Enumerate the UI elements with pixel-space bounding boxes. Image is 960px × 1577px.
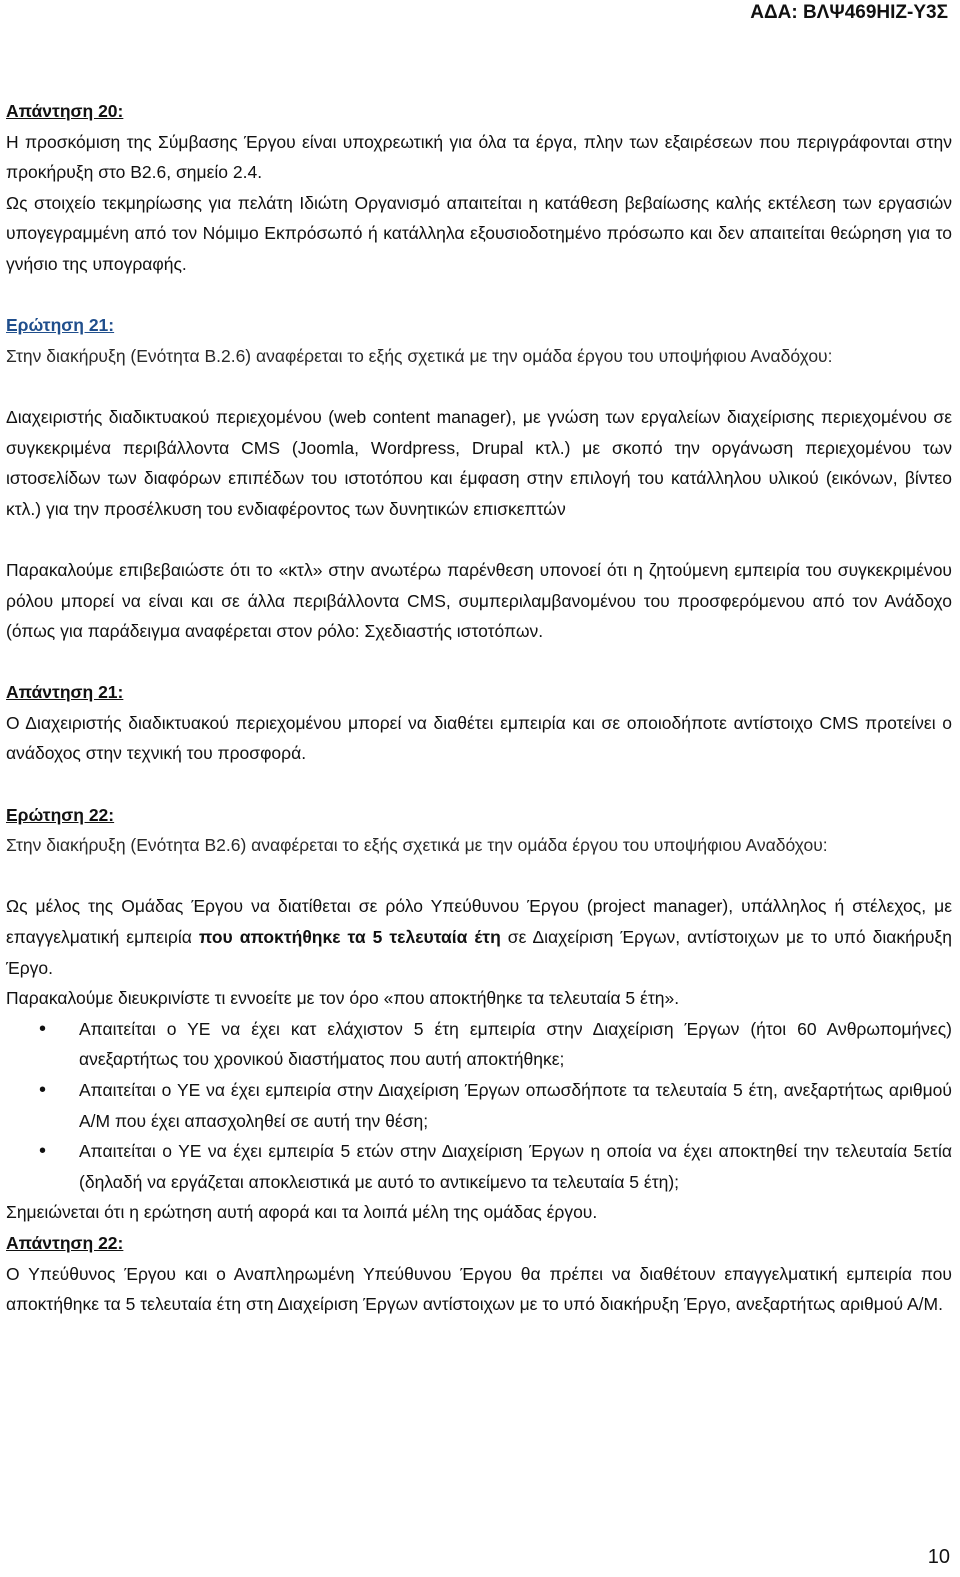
- answer-20-text-2: Ως στοιχείο τεκμηρίωσης για πελάτη Ιδιώτη Οργανισμό απαιτείται η κατάθεση βεβαίωσης καλής εκτέλεση των εργασιών υπογεγραμμένη από τον Νόμιμο Εκπρόσωπό ή κατάλληλα εξουσιοδοτημένο πρόσωπο και δεν απαιτείται θεώρηση για το γνήσιο της υπογραφής.: [6, 192, 952, 274]
- question-22-quote-part-1: Ως μέλος της Ομάδας Έργου να διατίθεται σε ρόλο Υπεύθυνου Έργου (project manager), υπάλληλος ή στέλεχος, με επαγγελματική εμπειρία: [6, 896, 952, 948]
- question-22-request: Παρακαλούμε διευκρινίστε τι εννοείτε με τον όρο «που αποκτήθηκε τα τελευταία 5 έτη».: [6, 988, 680, 1009]
- answer-21-text: Ο Διαχειριστής διαδικτυακού περιεχομένου μπορεί να διαθέτει εμπειρία και σε οποιοδήποτε αντίστοιχο CMS προτείνει ο ανάδοχος στην τεχνική του προσφορά.: [6, 712, 952, 764]
- question-21-intro: Στην διακήρυξη (Ενότητα Β.2.6) αναφέρεται το εξής σχετικά με την ομάδα έργου του υποψήφιου Αναδόχου:: [6, 345, 833, 366]
- question-21-request: Παρακαλούμε επιβεβαιώστε ότι το «κτλ» στην ανωτέρω παρένθεση υπονοεί ότι η ζητούμενη εμπειρία του συγκεκριμένου ρόλου μπορεί να είναι και σε άλλα περιβάλλοντα CMS, συμπεριλαμβανομένου του προσφερόμενου από τον Ανάδοχο (όπως για παράδειγμα αναφέρεται στον ρόλο: Σχεδιαστής ιστοτόπων.: [6, 559, 952, 642]
- bullet-item: • Απαιτείται ο ΥΕ να έχει εμπειρία στην Διαχείριση Έργων οπωσδήποτε τα τελευταία 5 έτη, ανεξαρτήτως αριθμού Α/Μ που έχει απασχοληθεί σε αυτή την θέση;: [6, 1075, 952, 1136]
- question-22-note: Σημειώνεται ότι η ερώτηση αυτή αφορά και τα λοιπά μέλη της ομάδας έργου.: [6, 1202, 598, 1223]
- question-21-quote: Διαχειριστής διαδικτυακού περιεχομένου (web content manager), με γνώση των εργαλείων διαχείρισης περιεχομένου σε συγκεκριμένα περιβάλλοντα CMS (Joomla, Wordpress, Drupal κτλ.) με σκοπό την οργάνωση περιεχομένου των ιστοσελίδων των διαφόρων επιπέδων του ιστοτόπου και έμφαση στην επιλογή του κατάλληλου υλικού (εικόνων, βίντεο κτλ.) για την προσέλκυση του ενδιαφέροντος των δυνητικών επισκεπτών: [6, 406, 952, 519]
- question-22-quote-emphasis: που αποκτήθηκε τα 5 τελευταία έτη: [198, 927, 501, 948]
- question-22-intro: Στην διακήρυξη (Ενότητα Β2.6) αναφέρεται το εξής σχετικά με την ομάδα έργου του υποψήφιου Αναδόχου:: [6, 835, 828, 856]
- answer-21-heading: Απάντηση 21:: [6, 682, 124, 703]
- bullet-item: • Απαιτείται ο ΥΕ να έχει εμπειρία 5 ετών στην Διαχείριση Έργων η οποία να έχει αποκτηθεί την τελευταία 5ετία (δηλαδή να εργάζεται αποκλειστικά με αυτό το αντικείμενο τα τελευταία 5 έτη);: [6, 1136, 952, 1197]
- question-21-heading: Ερώτηση 21:: [6, 315, 115, 336]
- document-body: [6, 96, 952, 1320]
- answer-22-text: Ο Υπεύθυνος Έργου και ο Αναπληρωμένη Υπεύθυνου Έργου θα πρέπει να διαθέτουν επαγγελματική εμπειρία που αποκτήθηκε τα 5 τελευταία έτη στη Διαχείριση Έργων αντίστοιχων με το υπό διακήρυξη Έργο, ανεξαρτήτως αριθμού Α/Μ.: [6, 1263, 952, 1315]
- question-22-quote-part-2: σε Διαχείριση Έργων, αντίστοιχων με το υπό διακήρυξη Έργο.: [6, 927, 952, 978]
- question-22-heading: Ερώτηση 22:: [6, 804, 115, 825]
- question-22-bullet-list: [6, 1014, 952, 1198]
- answer-20-heading: Απάντηση 20:: [6, 101, 124, 121]
- answer-22-heading: Απάντηση 22:: [6, 1232, 124, 1253]
- answer-20-text-1: Η προσκόμιση της Σύμβασης Έργου είναι υποχρεωτική για όλα τα έργα, πλην των εξαιρέσεων που περιγράφονται στην προκήρυξη στο Β2.6, σημείο 2.4.: [6, 131, 952, 183]
- ada-identifier: ΑΔΑ: ΒΛΨ469ΗΙΖ-Υ3Σ: [750, 2, 948, 23]
- page-number: 10: [927, 1546, 950, 1568]
- question-22-quote: [6, 891, 952, 983]
- bullet-item: • Απαιτείται ο ΥΕ να έχει κατ ελάχιστον 5 έτη εμπειρία στην Διαχείριση Έργων (ήτοι 60 Ανθρωπομήνες) ανεξαρτήτως του χρονικού διαστήματος που αυτή αποκτήθηκε;: [6, 1014, 952, 1075]
